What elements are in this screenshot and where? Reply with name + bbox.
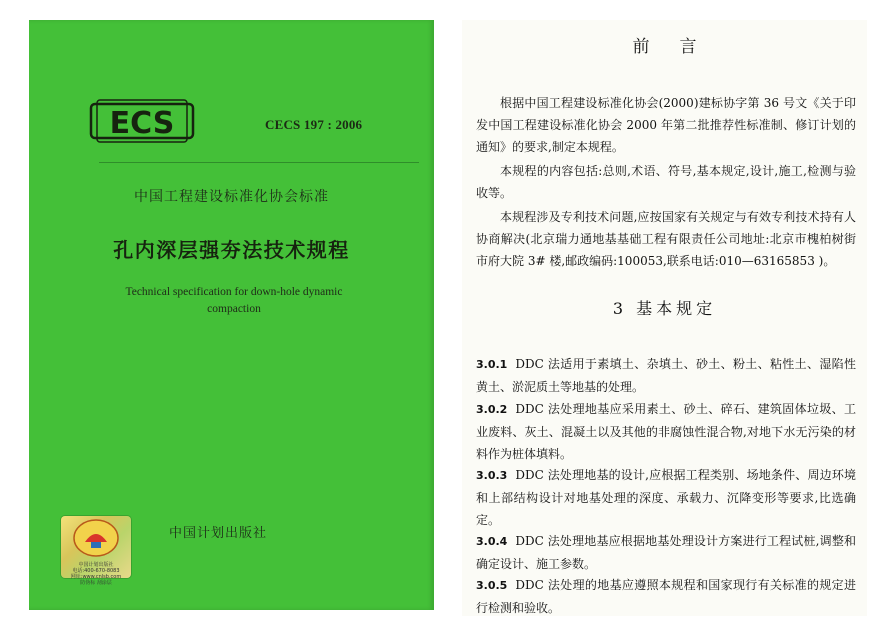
- clause-3-0-3: [476, 464, 856, 531]
- clause-3-0-2: [476, 398, 856, 465]
- cover-divider-top: [99, 162, 419, 163]
- clause-text: DDC 法处理地基应采用素土、砂土、碎石、建筑固体垃圾、工业废料、灰土、混凝土以及其他的非腐蚀性混合物,对地下水无污染的材料作为桩体填料。: [476, 402, 856, 461]
- clause-3-0-4: [476, 530, 856, 575]
- seal-line: 防伪标 刮涂层: [80, 580, 112, 586]
- anti-counterfeit-seal: [61, 516, 131, 586]
- clause-number: 3.0.5: [476, 579, 508, 592]
- seal-emblem-icon: [61, 516, 131, 562]
- clause-3-0-1: [476, 353, 856, 398]
- foreword-paragraph: 本规程涉及专利技术问题,应按国家有关规定与有效专利技术持有人协商解决(北京瑞力通地基基础工程有限责任公司地址:北京市槐柏树街市府大院 3# 楼,邮政编码:100053,联系电话:010—63165853 )。: [476, 210, 856, 268]
- book-cover: [29, 20, 434, 610]
- cover-title-en: Technical specification for down-hole dynamic compaction: [125, 286, 343, 315]
- seal-line: 网址:www.cnlsb.com: [70, 574, 122, 580]
- clause-3-0-5: [476, 574, 856, 619]
- logo-text: ECS: [109, 106, 175, 141]
- clause-number: 3.0.1: [476, 358, 508, 371]
- clause-text: DDC 法适用于素填土、杂填土、砂土、粉土、粘性土、湿陷性黄土、淤泥质土等地基的处理。: [476, 357, 856, 394]
- clause-number: 3.0.3: [476, 469, 508, 482]
- chapter-heading: 3 基本规定: [612, 299, 717, 318]
- document-page: [462, 20, 867, 616]
- clause-text: DDC 法处理地基的设计,应根据工程类别、场地条件、周边环境和上部结构设计对地基处理的深度、承载力、沉降变形等要求,比选确定。: [476, 468, 856, 527]
- association-name: 中国工程建设标准化协会标准: [134, 189, 329, 205]
- cover-title-cn: 孔内深层强夯法技术规程: [113, 238, 350, 262]
- foreword-heading: 前言: [632, 37, 727, 57]
- seal-line: 中国计划出版社: [78, 562, 114, 568]
- seal-line: 电话:400-670-8083: [72, 568, 120, 574]
- foreword-paragraph: 本规程的内容包括:总则,术语、符号,基本规定,设计,施工,检测与验收等。: [476, 164, 856, 200]
- clause-text: DDC 法处理地基应根据地基处理设计方案进行工程试桩,调整和确定设计、施工参数。: [476, 534, 856, 571]
- seal-text: [69, 562, 123, 586]
- ecs-logo: [89, 98, 195, 144]
- publisher-name: 中国计划出版社: [169, 526, 268, 541]
- standard-code: CECS 197 : 2006: [265, 117, 363, 132]
- clause-text: DDC 法处理的地基应遵照本规程和国家现行有关标准的规定进行检测和验收。: [476, 578, 856, 615]
- foreword-paragraph: 根据中国工程建设标准化协会(2000)建标协字第 36 号文《关于印发中国工程建设标准化协会 2000 年第二批推荐性标准制、修订计划的通知》的要求,制定本规程。: [476, 96, 856, 154]
- clause-number: 3.0.2: [476, 403, 508, 416]
- clause-number: 3.0.4: [476, 535, 508, 548]
